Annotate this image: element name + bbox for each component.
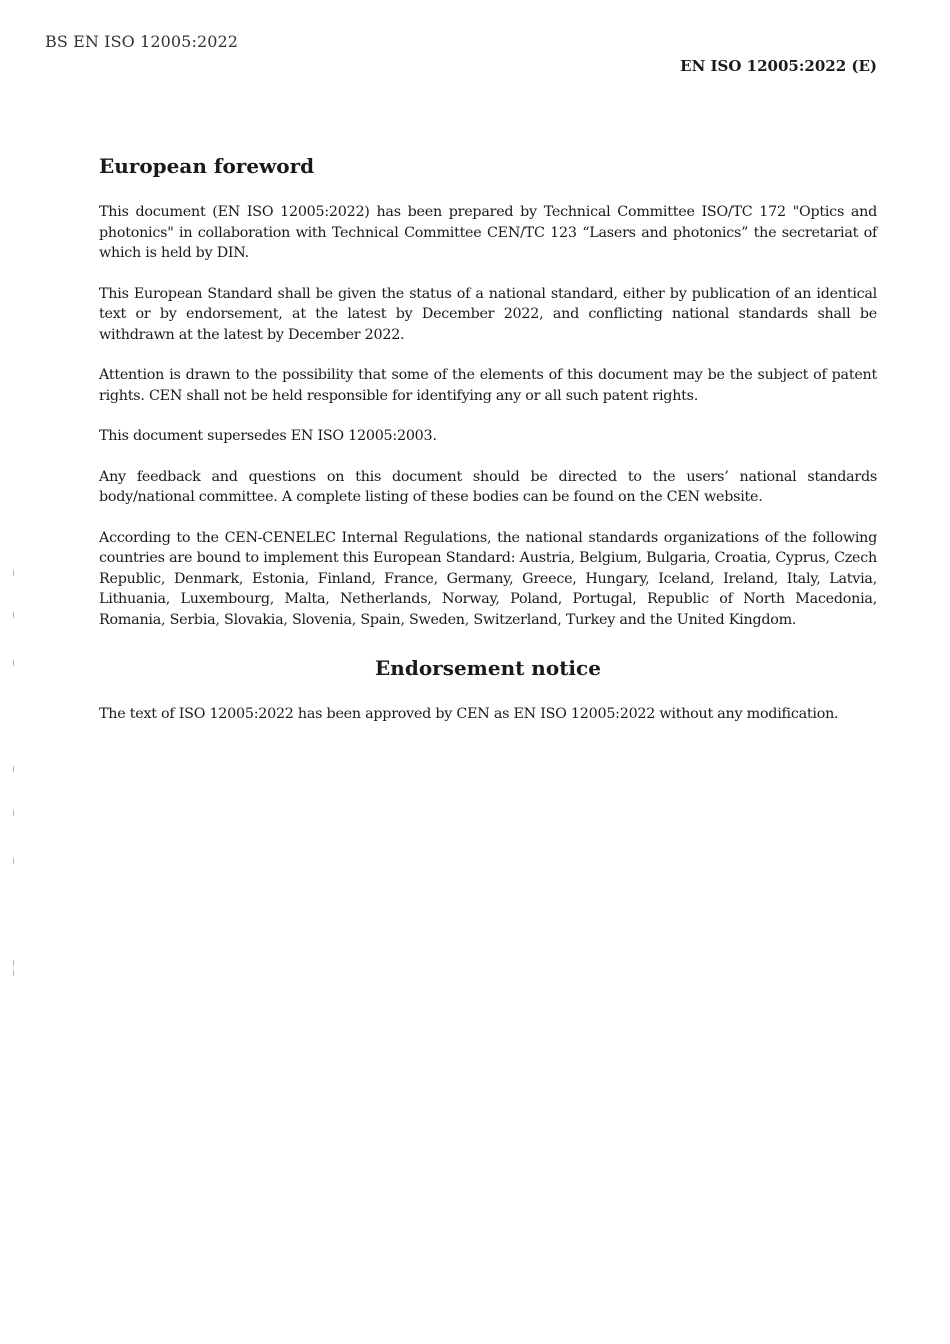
margin-mark: [13, 612, 14, 618]
endorsement-title: Endorsement notice: [375, 656, 601, 680]
page-content: [99, 154, 877, 745]
foreword-title: European foreword: [99, 154, 315, 178]
foreword-paragraph: This European Standard shall be given the status of a national standard, either by publication of an identical text or by endorsement, at the latest by December 2022, and conflicting national standards shall be withdrawn at the latest by December 2022.: [99, 285, 877, 343]
margin-mark: [13, 970, 14, 976]
foreword-paragraph: This document (EN ISO 12005:2022) has been prepared by Technical Committee ISO/TC 172 "Optics and photonics" in collaboration with Technical Committee CEN/TC 123 “Lasers and photonics” the secretariat of which is held by DIN.: [99, 204, 877, 261]
margin-mark: [13, 858, 14, 864]
bs-standard-label: BS EN ISO 12005:2022: [45, 32, 239, 51]
margin-mark: [13, 570, 14, 576]
foreword-paragraph: This document supersedes EN ISO 12005:2003.: [99, 428, 437, 444]
foreword-paragraph: Attention is drawn to the possibility that some of the elements of this document may be the subject of patent rights. CEN shall not be held responsible for identifying any or all such patent rights.: [99, 367, 877, 404]
foreword-paragraph: Any feedback and questions on this document should be directed to the users’ national standards body/national committee. A complete listing of these bodies can be found on the CEN website.: [99, 468, 877, 505]
document-id-header: EN ISO 12005:2022 (E): [680, 57, 877, 75]
foreword-paragraph-countries: According to the CEN-CENELEC Internal Regulations, the national standards organizations of the following countries are bound to implement this European Standard: Austria, Belgium, Bulgaria, Croatia, Cyprus, Czech Republic, Denmark, Estonia, Finland, France, Germany, Greece, Hungary, Iceland, Ireland, Italy, Latvia, Lithuania, Luxembourg, Malta, Netherlands, Norway, Poland, Portugal, Republic of North Macedonia, Romania, Serbia, Slovakia, Slovenia, Spain, Sweden, Switzerland, Turkey and the United Kingdom.: [99, 529, 877, 628]
margin-mark: [13, 810, 14, 816]
margin-mark: [13, 766, 14, 772]
margin-mark: [13, 660, 14, 666]
endorsement-text: The text of ISO 12005:2022 has been approved by CEN as EN ISO 12005:2022 without any modification.: [99, 706, 839, 722]
margin-mark: [13, 960, 14, 966]
